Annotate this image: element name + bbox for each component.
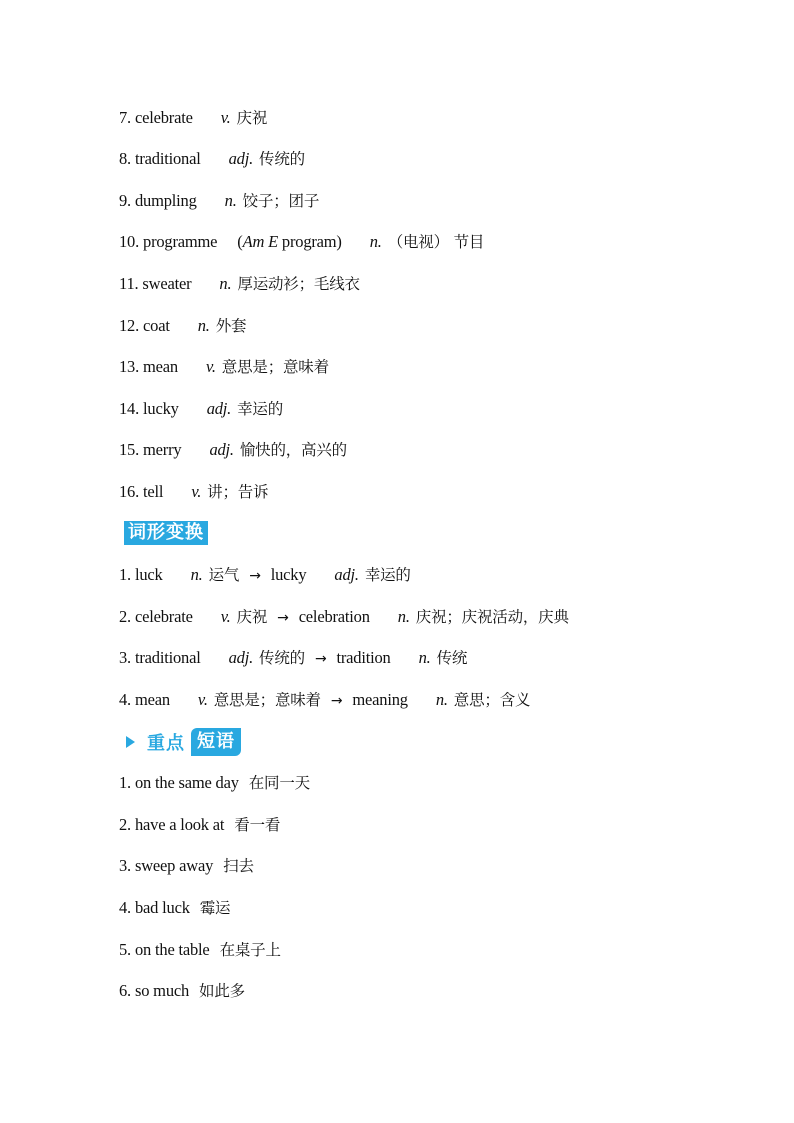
phrase-text: on the same day: [134, 773, 239, 792]
vocab-item: [119, 397, 283, 421]
section-header-key-phrases: [126, 728, 241, 756]
phrase-meaning: 看一看: [234, 816, 281, 834]
variant-note: (Am E program): [237, 232, 342, 251]
phrase-item: [119, 771, 310, 795]
item-number: 13.: [119, 357, 140, 376]
vocab-item: [119, 147, 305, 171]
variant-note-word: program): [278, 232, 342, 251]
item-number: 3.: [119, 648, 131, 667]
derived-meaning: 庆祝；庆祝活动，庆典: [415, 608, 569, 626]
part-of-speech: n.: [418, 648, 431, 667]
transform-item: [119, 688, 530, 712]
vocab-word: sweater: [142, 274, 192, 293]
section-header-word-forms: 词形变换: [124, 521, 208, 545]
transform-item: [119, 605, 569, 629]
vocab-item: [119, 230, 484, 254]
phrase-text: sweep away: [134, 856, 214, 875]
vocab-item: [119, 272, 360, 296]
derived-meaning: 传统: [436, 649, 468, 667]
right-arrow-icon: →: [330, 693, 343, 709]
item-number: 16.: [119, 482, 140, 501]
phrase-text: on the table: [134, 940, 210, 959]
triangle-right-icon: [126, 736, 135, 748]
item-number: 8.: [119, 149, 131, 168]
item-number: 6.: [119, 981, 131, 1000]
vocab-meaning: 外套: [215, 317, 247, 335]
base-meaning: 运气: [208, 566, 240, 584]
derived-word: celebration: [298, 607, 370, 626]
part-of-speech: n.: [435, 690, 448, 709]
part-of-speech: adj.: [228, 149, 254, 168]
derived-word: tradition: [336, 648, 391, 667]
phrase-item: [119, 896, 230, 920]
base-word: traditional: [134, 648, 201, 667]
item-number: 10.: [119, 232, 140, 251]
right-arrow-icon: →: [277, 610, 289, 626]
vocab-item: [119, 438, 347, 462]
phrase-text: so much: [134, 981, 190, 1000]
item-number: 7.: [119, 108, 131, 127]
item-number: 11.: [119, 274, 139, 293]
phrase-meaning: 如此多: [199, 982, 245, 1000]
derived-meaning: 意思；含义: [453, 691, 531, 709]
vocab-meaning: 庆祝: [236, 109, 268, 127]
item-number: 1.: [119, 565, 131, 584]
vocab-meaning: 饺子；团子: [242, 192, 320, 210]
base-word: luck: [134, 565, 163, 584]
vocab-meaning: 愉快的，高兴的: [239, 441, 347, 459]
base-word: mean: [134, 690, 170, 709]
vocab-word: programme: [143, 232, 218, 251]
item-number: 4.: [119, 898, 131, 917]
vocab-word: tell: [143, 482, 164, 501]
derived-word: meaning: [352, 690, 408, 709]
vocab-word: celebrate: [134, 108, 193, 127]
part-of-speech: n.: [197, 316, 210, 335]
vocab-item: [119, 189, 319, 213]
derived-word: lucky: [270, 565, 307, 584]
section-header-label-a: 重点: [147, 733, 185, 754]
phrase-meaning: 在同一天: [248, 774, 310, 792]
right-arrow-icon: →: [314, 651, 327, 667]
item-number: 5.: [119, 940, 131, 959]
part-of-speech: n.: [190, 565, 203, 584]
phrase-text: have a look at: [134, 815, 225, 834]
phrase-meaning: 在桌子上: [219, 941, 281, 959]
vocab-item: [119, 355, 329, 379]
vocab-word: lucky: [143, 399, 179, 418]
vocab-word: coat: [143, 316, 170, 335]
vocab-item: [119, 314, 246, 338]
transform-item: [119, 646, 467, 670]
phrase-meaning: 霉运: [199, 899, 231, 917]
part-of-speech: adj.: [209, 440, 234, 459]
phrase-item: [119, 979, 245, 1003]
derived-meaning: 幸运的: [364, 566, 411, 584]
phrase-text: bad luck: [134, 898, 190, 917]
part-of-speech: adj.: [206, 399, 232, 418]
part-of-speech: adj.: [228, 648, 254, 667]
part-of-speech: n.: [397, 607, 410, 626]
part-of-speech: v.: [197, 690, 208, 709]
item-number: 4.: [119, 690, 131, 709]
variant-note-region: Am E: [242, 232, 278, 251]
vocab-meaning: （电视） 节目: [387, 233, 485, 251]
phrase-item: [119, 854, 254, 878]
vocab-word: mean: [143, 357, 178, 376]
vocab-word: dumpling: [134, 191, 197, 210]
item-number: 9.: [119, 191, 131, 210]
section-header-label-b: 短语: [191, 728, 241, 756]
part-of-speech: adj.: [334, 565, 359, 584]
base-meaning: 庆祝: [236, 608, 268, 626]
base-word: celebrate: [134, 607, 193, 626]
vocab-meaning: 幸运的: [237, 400, 284, 418]
item-number: 12.: [119, 316, 140, 335]
vocab-item: [119, 480, 268, 504]
vocab-meaning: 讲；告诉: [207, 483, 269, 501]
vocab-meaning: 厚运动衫；毛线衣: [237, 275, 360, 293]
transform-item: [119, 563, 411, 587]
part-of-speech: n.: [224, 191, 237, 210]
base-meaning: 传统的: [259, 649, 305, 667]
vocab-word: traditional: [134, 149, 201, 168]
phrase-meaning: 扫去: [223, 857, 254, 875]
part-of-speech: v.: [191, 482, 202, 501]
item-number: 14.: [119, 399, 140, 418]
vocab-word: merry: [143, 440, 182, 459]
part-of-speech: v.: [220, 607, 231, 626]
part-of-speech: n.: [219, 274, 232, 293]
item-number: 3.: [119, 856, 131, 875]
phrase-item: [119, 813, 280, 837]
item-number: 1.: [119, 773, 131, 792]
vocab-meaning: 传统的: [259, 150, 305, 168]
phrase-item: [119, 938, 281, 962]
item-number: 2.: [119, 815, 131, 834]
part-of-speech: n.: [369, 232, 382, 251]
vocab-meaning: 意思是；意味着: [221, 358, 329, 376]
item-number: 15.: [119, 440, 140, 459]
part-of-speech: v.: [205, 357, 216, 376]
base-meaning: 意思是；意味着: [213, 691, 321, 709]
vocab-item: [119, 106, 267, 130]
right-arrow-icon: →: [249, 568, 261, 584]
item-number: 2.: [119, 607, 131, 626]
part-of-speech: v.: [220, 108, 231, 127]
